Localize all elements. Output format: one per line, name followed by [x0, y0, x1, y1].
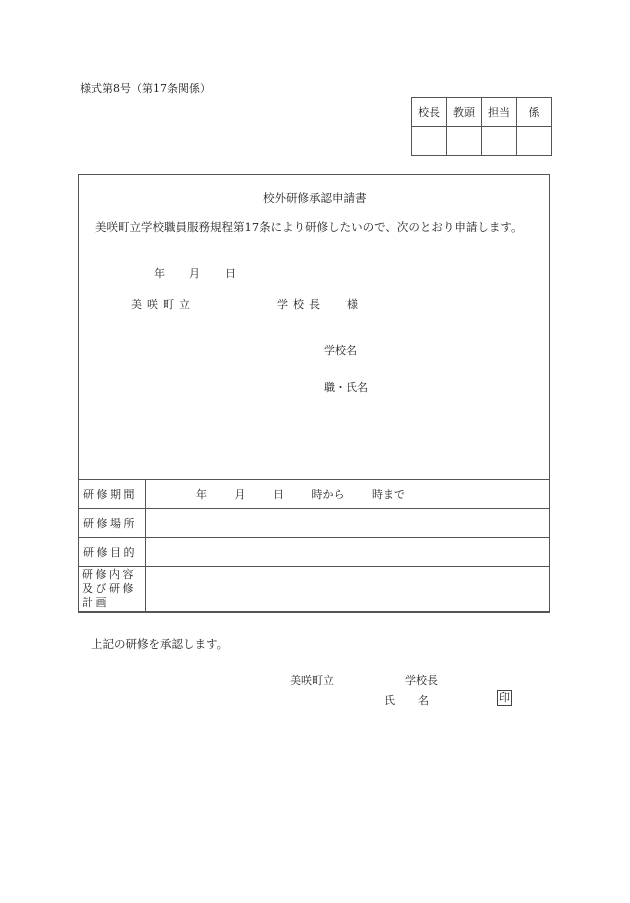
- approver-name-label-1: 氏: [384, 694, 395, 707]
- period-to: 時まで: [372, 488, 405, 501]
- purpose-field[interactable]: [146, 538, 550, 567]
- stamp-header-clerk: 係: [517, 98, 552, 127]
- table-row: [79, 538, 550, 567]
- addressee-town: 美咲町立: [131, 298, 195, 311]
- school-name-label: 学校名: [324, 344, 357, 357]
- date-month-label: 月: [189, 267, 200, 280]
- purpose-label: 研修目的: [79, 538, 146, 567]
- period-day: 日: [273, 488, 284, 501]
- stamp-header-in-charge: 担当: [482, 98, 517, 127]
- approver-principal: 学校長: [405, 674, 438, 687]
- intro-text: 美咲町立学校職員服務規程第17条により研修したいので、次のとおり申請します。: [95, 220, 523, 234]
- approver-town: 美咲町立: [290, 674, 334, 687]
- period-year: 年: [196, 488, 207, 501]
- period-from: 時から: [311, 488, 345, 501]
- stamp-cell-clerk[interactable]: [517, 127, 552, 156]
- content-plan-label: 研修内容及び研修計画: [79, 567, 146, 612]
- period-field[interactable]: [146, 480, 550, 509]
- stamp-cell-in-charge[interactable]: [482, 127, 517, 156]
- table-row: [79, 567, 550, 612]
- location-field[interactable]: [146, 509, 550, 538]
- addressee-principal: 学校長: [277, 298, 325, 311]
- table-row: [79, 480, 550, 509]
- job-name-label: 職・氏名: [324, 381, 368, 394]
- period-label: 研修期間: [79, 480, 146, 509]
- approval-statement: 上記の研修を承認します。: [91, 637, 229, 651]
- date-day-label: 日: [225, 267, 236, 280]
- stamp-cell-principal[interactable]: [412, 127, 447, 156]
- stamp-header-vice-principal: 教頭: [447, 98, 482, 127]
- form-number: 様式第8号（第17条関係）: [80, 82, 211, 95]
- content-plan-field[interactable]: [146, 567, 550, 612]
- approver-name-label-2: 名: [418, 694, 429, 707]
- stamp-header-principal: 校長: [412, 98, 447, 127]
- table-row: [79, 509, 550, 538]
- location-label: 研修場所: [79, 509, 146, 538]
- approval-stamp-table: [411, 97, 552, 156]
- date-year-label: 年: [154, 267, 165, 280]
- details-table: [78, 479, 550, 612]
- addressee-honorific: 様: [347, 298, 358, 311]
- document-title: 校外研修承認申請書: [263, 191, 367, 205]
- stamp-cell-vice-principal[interactable]: [447, 127, 482, 156]
- seal-icon: 印: [499, 691, 510, 704]
- period-month: 月: [234, 488, 246, 501]
